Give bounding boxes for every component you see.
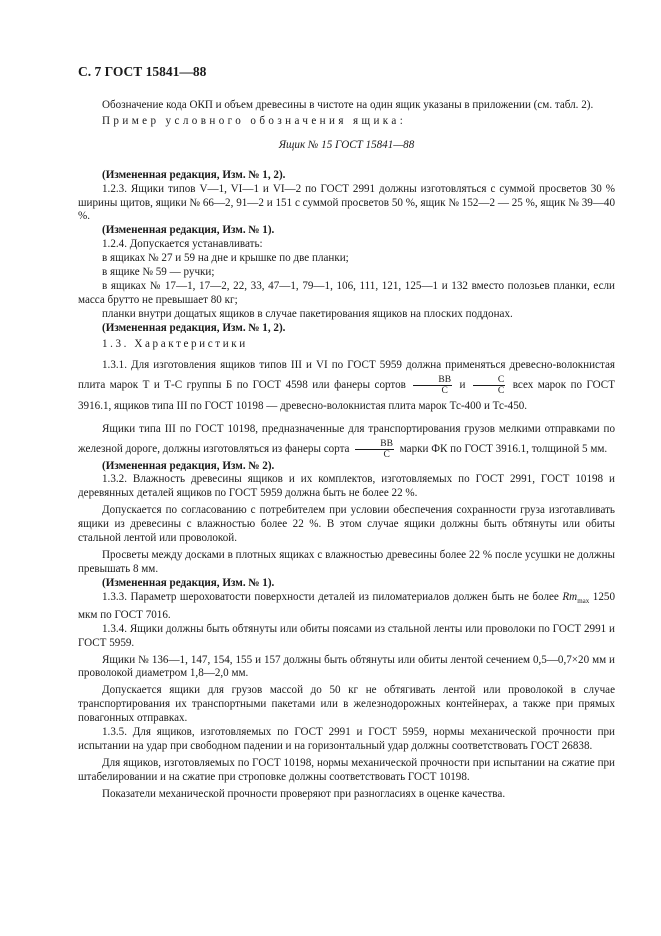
paragraph: Ящики № 136—1, 147, 154, 155 и 157 должны быть обтянуты или обиты лентой сечением 0,5—0,7×20 мм и проволокой диаметром 1,8—2,0 мм. — [78, 653, 615, 680]
paragraph: Допускается ящики для грузов массой до 50 кг не обтягивать лентой или проволокой в случае транспортирования их транспортными пакетами или в железнодорожных контейнерах, а также при прямых повагонных отправках. — [78, 684, 615, 725]
example-designation: Ящик № 15 ГОСТ 15841—88 — [278, 138, 415, 151]
list-item: в ящике № 59 — ручки; — [102, 266, 215, 279]
fraction — [473, 375, 505, 396]
paragraph: 1.3.5. Для ящиков, изготовляемых по ГОСТ 2991 и ГОСТ 5959, нормы механической прочности при испытании на удар при свободном падении и на горизонтальный удар должны соответствовать ГОСТ 26838. — [78, 726, 615, 752]
text-run: и — [459, 378, 466, 391]
fraction-denominator: С — [383, 449, 390, 460]
paragraph: 1.2.4. Допускается устанавливать: — [102, 238, 263, 251]
text-run: 1250 мкм по ГОСТ 7016. — [78, 590, 615, 621]
fraction-numerator: ВВ — [355, 439, 394, 450]
fraction — [355, 439, 394, 460]
paragraph: 1.3.2. Влажность древесины ящиков и их комплектов, изготовляемых по ГОСТ 2991, ГОСТ 10198 и деревянных деталей ящиков по ГОСТ 5959 должна быть не более 22 %. — [78, 473, 615, 500]
list-item: в ящиках № 27 и 59 на дне и крышке по две планки; — [102, 252, 349, 265]
fraction — [413, 375, 452, 396]
amendment-note: (Измененная редакция, Изм. № 1, 2). — [102, 168, 286, 181]
paragraph — [78, 355, 615, 416]
paragraph: 1.2.3. Ящики типов V—1, VI—1 и VI—2 по ГОСТ 2991 должны изготовляться с суммой просветов 30 % ширины щитов, ящики № 66—2, 91—2 и 151 с суммой просветов 50 %, ящик № 152—2 — 25 %, ящик № 39—40 %. — [78, 182, 615, 223]
fraction-denominator: С — [441, 385, 448, 396]
fraction-numerator: ВВ — [413, 375, 452, 386]
amendment-note: (Измененная редакция, Изм. № 1). — [102, 576, 275, 589]
list-item: планки внутри дощатых ящиков в случае пакетирования ящиков на плоских поддонах. — [102, 307, 513, 320]
amendment-note: (Измененная редакция, Изм. № 2). — [102, 459, 275, 472]
amendment-note: (Измененная редакция, Изм. № 1). — [102, 224, 275, 237]
section-heading: 1.3. Характеристики — [102, 337, 248, 350]
paragraph: Обозначение кода ОКП и объем древесины в чистоте на один ящик указаны в приложении (см. табл. 2). — [102, 99, 594, 111]
amendment-note: (Измененная редакция, Изм. № 1, 2). — [102, 321, 286, 334]
fraction-numerator: С — [473, 375, 505, 386]
list-item: в ящиках № 17—1, 17—2, 22, 33, 47—1, 79—1, 106, 111, 121, 125—1 и 132 вместо полозьев планки, если масса брутто не превышает 80 кг; — [78, 279, 615, 306]
text-run: всех марок по ГОСТ 3916.1, ящиков типа III по ГОСТ 10198 — древесно-волокнистая плита марок Тс-400 и Тс-450. — [78, 378, 615, 412]
paragraph: Показатели механической прочности проверяют при разногласиях в оценке качества. — [102, 787, 506, 800]
paragraph — [78, 419, 615, 460]
text-run: Ящики типа III по ГОСТ 10198, предназначенные для транспортирования грузов мелкими отправками по железной дороге, должны изготовляться из фанеры сорта — [78, 422, 615, 455]
page-header: С. 7 ГОСТ 15841—88 — [78, 64, 207, 79]
paragraph: Допускается по согласованию с потребителем при условии обеспечения сохранности груза изготавливать ящики из древесины с влажностью более 22 %. В этом случае ящики должны быть обтянуты или обиты стальной лентой или проволокой. — [78, 504, 615, 545]
document-body — [78, 99, 615, 802]
roughness-symbol: Rm — [562, 590, 578, 603]
paragraph — [78, 591, 615, 623]
fraction-denominator: С — [497, 385, 505, 396]
example-heading: Пример условного обозначения ящика: — [102, 114, 407, 127]
text-run: 1.3.1. Для изготовления ящиков типов III и VI по ГОСТ 5959 должна применяться древесно-волокнистая плита марок Т и Т-С группы Б по ГОСТ 4598 или фанеры сортов — [78, 358, 615, 391]
paragraph: Для ящиков, изготовляемых по ГОСТ 10198, нормы механической прочности при испытании на сжатие при штабелировании и на сжатие при строповке должны соответствовать ГОСТ 10198. — [78, 756, 615, 783]
paragraph: 1.3.4. Ящики должны быть обтянуты или обиты поясами из стальной ленты или проволоки по ГОСТ 2991 и ГОСТ 5959. — [78, 622, 615, 649]
roughness-subscript: max — [577, 596, 590, 605]
text-run: 1.3.3. Параметр шероховатости поверхности деталей из пиломатериалов должен быть не более — [102, 590, 559, 603]
text-run: марки ФК по ГОСТ 3916.1, толщиной 5 мм. — [399, 442, 608, 455]
paragraph: Просветы между досками в плотных ящиках с влажностью древесины более 22 % после усушки не должны превышать 8 мм. — [78, 548, 615, 575]
